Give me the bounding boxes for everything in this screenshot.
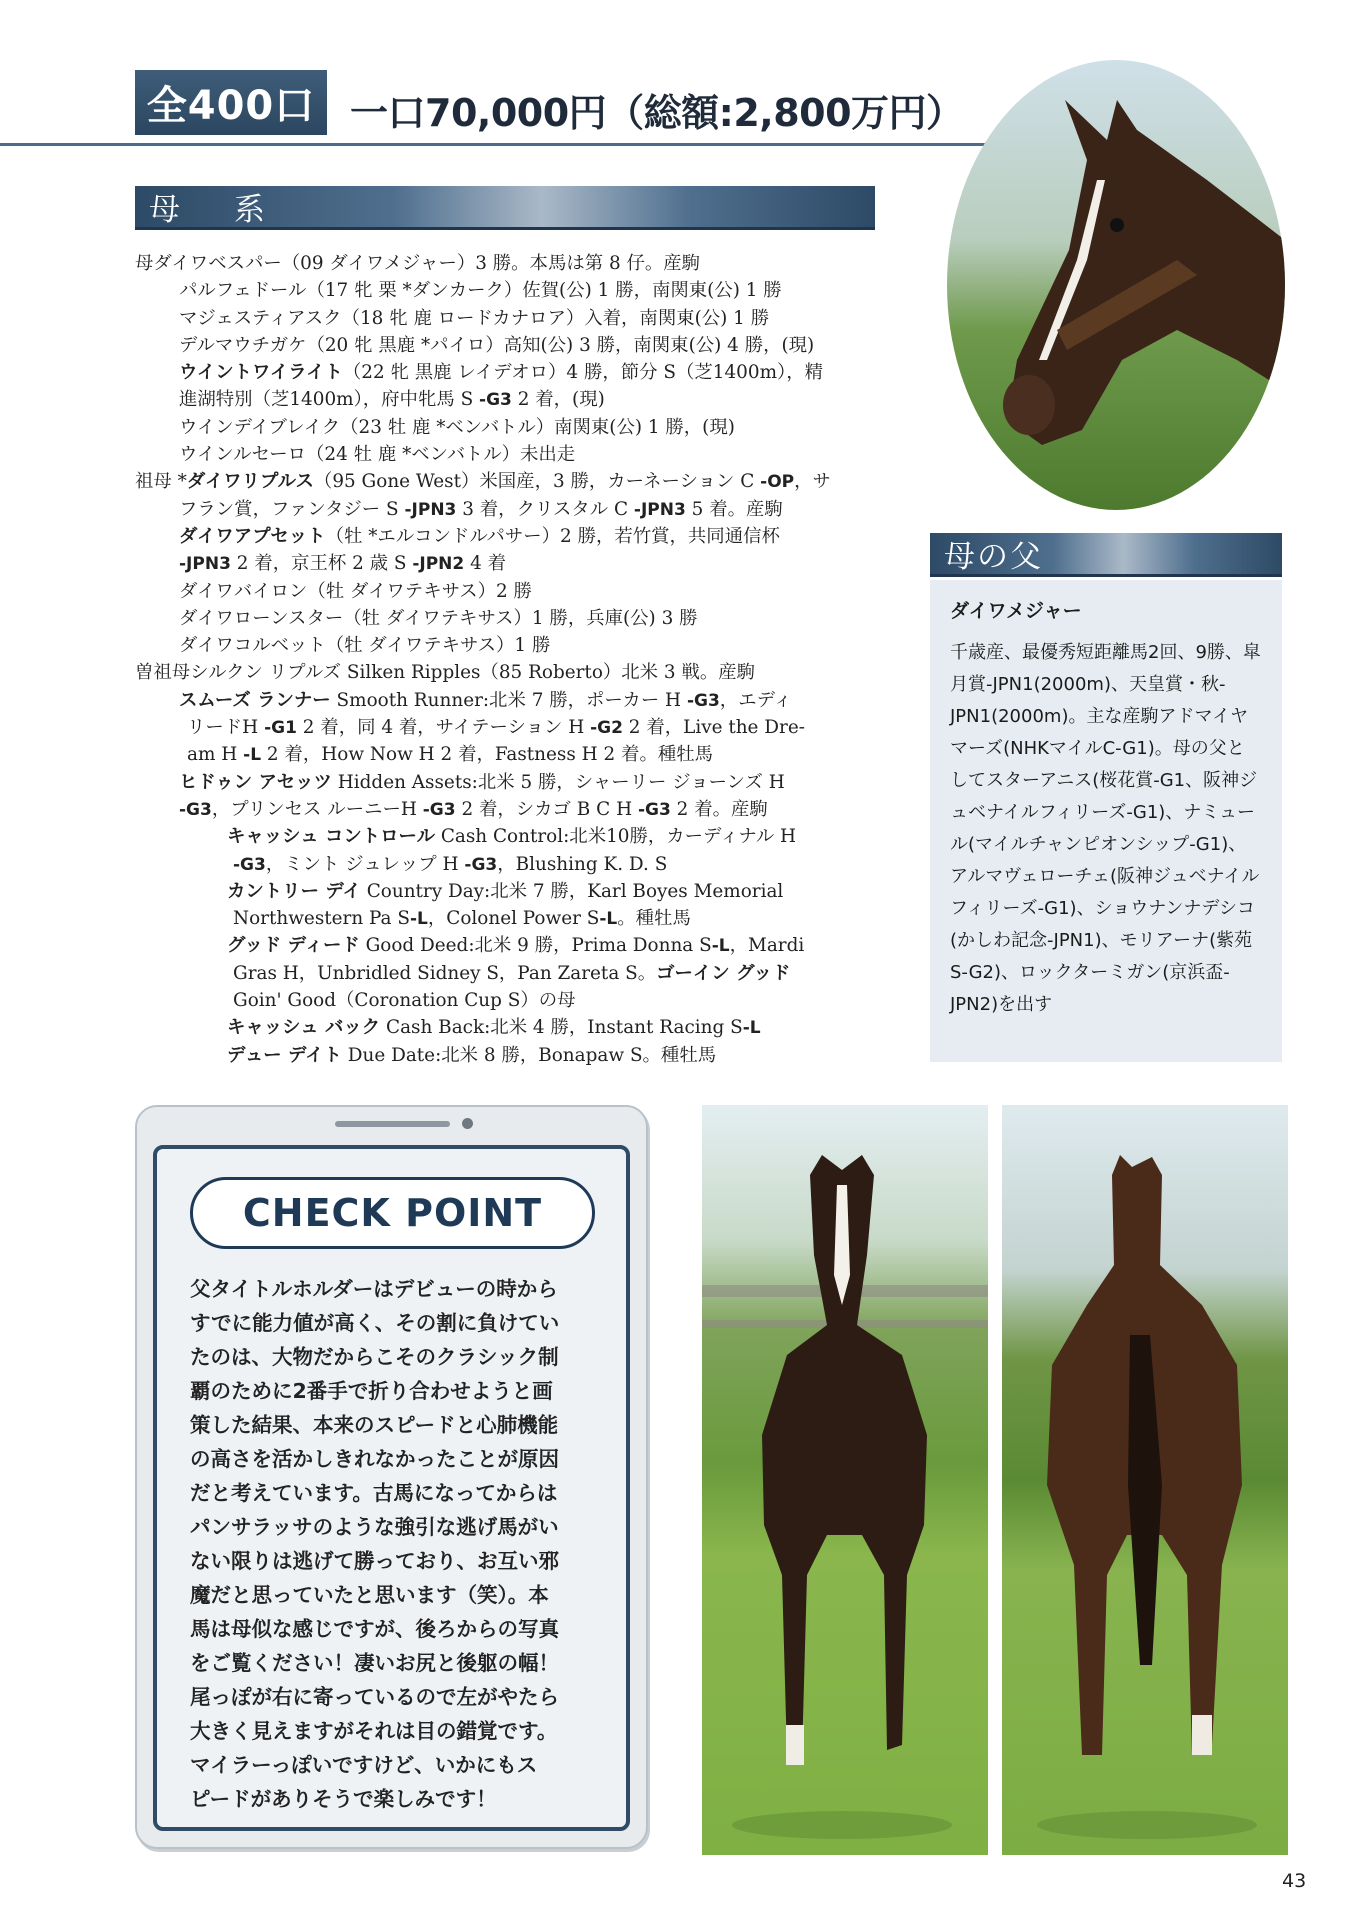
pedigree-text-run: ダイワコルベット（牡 ダイワテキサス）1 勝: [179, 635, 551, 657]
pedigree-text-run: マジェスティアスク（18 牝 鹿 ロードカナロア）入着，南関東(公) 1 勝: [179, 307, 770, 329]
pedigree-line: [135, 905, 880, 932]
pedigree-line: [135, 659, 880, 686]
pedigree-text-run: ，プリンセス ルーニーH: [211, 798, 423, 820]
pedigree-text-run: 2 着，How Now H 2 着，Fastness H 2 着。種牡馬: [261, 744, 714, 766]
grade-label: -OP: [760, 472, 795, 493]
check-point-line: たのは、大物だからこそのクラシック制: [190, 1345, 559, 1369]
pedigree-text-run: 2 着，シカゴ B C H: [455, 798, 638, 820]
check-point-line: 策した結果、本来のスピードと心肺機能: [190, 1413, 559, 1437]
horse-name: ゴーイン グッド: [656, 962, 791, 984]
header-rule: [0, 143, 990, 146]
pedigree-line: [135, 468, 880, 495]
pedigree-line: [135, 796, 880, 823]
grade-label: -L: [742, 1018, 761, 1039]
pedigree-line: [135, 305, 880, 332]
card-speaker-slot: [335, 1121, 450, 1127]
pedigree-text-run: Cash Back:北米 4 勝，Instant Racing S: [380, 1017, 743, 1039]
pedigree-text-run: 祖母 *: [135, 471, 187, 493]
horse-name: ダイワアプセット: [179, 525, 326, 547]
pedigree-line: [135, 687, 880, 714]
horse-rear-illustration: [1002, 1105, 1288, 1855]
horse-portrait-illustration: [947, 60, 1285, 510]
pedigree-line: [135, 578, 880, 605]
pedigree-text-run: ，ミント ジュレップ H: [265, 853, 465, 875]
pedigree-text-run: ウインルセーロ（24 牡 鹿 *ベンバトル）未出走: [179, 444, 576, 466]
pedigree-text-run: 2 着，同 4 着，サイテーション H: [296, 717, 591, 739]
pedigree-text-run: ，Mardi: [729, 935, 805, 957]
dam-sire-name: ダイワメジャー: [950, 600, 1082, 622]
pedigree-line: [135, 250, 880, 277]
lot-count-badge: 全400口: [135, 70, 327, 135]
grade-label: -L: [711, 936, 730, 957]
pedigree-line: [135, 878, 880, 905]
dam-sire-panel: [930, 580, 1282, 1062]
pedigree-line: [135, 714, 880, 741]
pedigree-text-run: 。種牡馬: [617, 908, 691, 930]
pedigree-text-run: Northwestern Pa S: [233, 908, 410, 930]
grade-label: -G3: [637, 799, 671, 820]
horse-name: デュー デイト: [227, 1044, 342, 1066]
horse-name: ウイントワイライト: [179, 362, 343, 384]
check-point-title: CHECK POINT: [190, 1177, 595, 1249]
pedigree-text-run: 母ダイワベスパー（09 ダイワメジャー）3 勝。本馬は第 8 仔。産駒: [135, 253, 701, 274]
grade-label: -G1: [264, 718, 297, 739]
check-point-line: マイラーっぽいですけど、いかにもス: [190, 1753, 538, 1777]
pedigree-line: [135, 823, 880, 850]
pedigree-text-run: am H: [187, 744, 244, 766]
grade-label: -G3: [422, 799, 456, 820]
check-point-line: ない限りは逃げて勝っており、お互い邪: [190, 1549, 559, 1573]
grade-label: -L: [409, 909, 428, 930]
grade-label: -JPN3: [404, 499, 457, 520]
check-point-body: [190, 1272, 610, 1816]
pedigree-text-run: Good Deed:北米 9 勝，Prima Donna S: [359, 935, 712, 957]
horse-name: ヒドゥン アセッツ: [179, 771, 332, 793]
pedigree-text-run: （95 Gone West）米国産，3 勝，カーネーション C: [313, 471, 761, 493]
pedigree-text-run: ダイワバイロン（牡 ダイワテキサス）2 勝: [179, 580, 532, 602]
grade-label: -G3: [179, 799, 212, 820]
pedigree-line: [135, 1042, 880, 1069]
check-point-line: 覇のために2番手で折り合わせようと画: [190, 1379, 553, 1403]
horse-name: ダイワリプルス: [186, 471, 314, 493]
card-camera-dot: [462, 1118, 473, 1129]
pedigree-text-run: 進湖特別（芝1400m），府中牝馬 S: [179, 389, 480, 411]
grade-label: -G3: [233, 854, 266, 875]
pedigree-text-run: （22 牝 黒鹿 レイデオロ）4 勝，節分 S（芝1400m），精: [342, 362, 823, 384]
check-point-line: ピードがありそうで楽しみです！: [190, 1787, 497, 1811]
pedigree-line: [135, 769, 880, 796]
horse-portrait-photo: [947, 60, 1285, 510]
grade-label: -JPN3: [633, 499, 686, 520]
horse-name: キャッシュ バック: [227, 1017, 381, 1039]
pedigree-text-run: リードH: [187, 717, 265, 739]
pedigree-text-run: 2 着，Live the Dre-: [622, 717, 805, 739]
check-point-line: だと考えています。古馬になってからは: [190, 1481, 558, 1505]
check-point-line: 父タイトルホルダーはデビューの時から: [190, 1277, 558, 1301]
pedigree-line: [135, 550, 880, 577]
pedigree-line: [135, 741, 880, 768]
pedigree-text-run: Goin' Good（Coronation Cup S）の母: [233, 990, 576, 1012]
pedigree-line: [135, 1014, 880, 1041]
pedigree-text-run: Gras H，Unbridled Sidney S，Pan Zareta S。: [233, 962, 657, 984]
pedigree-text-run: ウインデイブレイク（23 牡 鹿 *ベンバトル）南関東(公) 1 勝，(現): [179, 416, 735, 438]
pedigree-line: [135, 332, 880, 359]
grade-label: -JPN3: [179, 554, 231, 575]
pedigree-line: [135, 386, 880, 413]
grade-label: -L: [599, 909, 618, 930]
pedigree-text-run: ，Colonel Power S: [427, 908, 600, 930]
pedigree-text-run: ，エディ: [719, 689, 792, 711]
grade-label: -G3: [479, 390, 512, 411]
pedigree-text-run: 2 着。産駒: [670, 798, 768, 820]
pedigree-text-run: パルフェドール（17 牝 栗 *ダンカーク）佐賀(公) 1 勝，南関東(公) 1 勝: [179, 280, 782, 302]
pedigree-line: [135, 632, 880, 659]
pedigree-text-run: 5 着。産駒: [685, 498, 783, 520]
pedigree-text-run: （牡 *エルコンドルパサー）2 勝，若竹賞，共同通信杯: [325, 525, 780, 547]
pedigree-line: [135, 932, 880, 959]
page-number: 43: [1282, 1870, 1307, 1892]
check-point-line: パンサラッサのような強引な逃げ馬がい: [190, 1515, 559, 1539]
horse-name: グッド ディード: [227, 935, 360, 957]
pedigree-line: [135, 523, 880, 550]
check-point-line: 尾っぽが右に寄っているので左がやたら: [190, 1685, 559, 1709]
grade-label: -L: [243, 745, 262, 766]
pedigree-text-run: ，サ: [794, 471, 831, 493]
grade-label: -G3: [686, 690, 720, 711]
check-point-line: をご覧ください！凄いお尻と後躯の幅！: [190, 1651, 559, 1675]
horse-front-illustration: [702, 1105, 988, 1855]
pedigree-text-run: 3 着，クリスタル C: [456, 498, 634, 520]
horse-name: カントリー デイ: [227, 880, 361, 902]
horse-front-photo: [702, 1105, 988, 1855]
pedigree-line: [135, 851, 880, 878]
pedigree-line: [135, 277, 880, 304]
pedigree-text-run: フラン賞，ファンタジー S: [179, 498, 405, 520]
pedigree-text-run: 4 着: [464, 553, 507, 575]
check-point-line: 馬は母似な感じですが、後ろからの写真: [190, 1617, 559, 1641]
pedigree-text-run: Country Day:北米 7 勝，Karl Boyes Memorial: [360, 880, 784, 902]
check-point-line: 魔だと思っていたと思います（笑）。本: [190, 1583, 549, 1607]
share-price: 一口70,000円（総額:2,800万円）: [350, 91, 964, 135]
pedigree-text-run: 2 着，(現): [511, 389, 605, 411]
dam-sire-description: 千歳産、最優秀短距離馬2回、9勝、皐月賞-JPN1(2000m)、天皇賞・秋-JPN1(2000m)。主な産駒アドマイヤマーズ(NHKマイルC-G1)。母の父としてスターアニス(桜花賞-G1、阪神ジュベナイルフィリーズ-G1)、ナミュール(マイルチャンピオンシップ-G1)、アルマヴェローチェ(阪神ジュベナイルフィリーズ-G1)、ショウナンナデシコ(かしわ記念-JPN1)、モリアーナ(紫苑S-G2)、ロックターミガン(京浜盃-JPN2)を出す: [950, 642, 1261, 1015]
dam-sire-heading: 母の父: [930, 533, 1282, 577]
pedigree-line: [135, 960, 880, 987]
pedigree-text-run: Cash Control:北米10勝，カーディナル H: [434, 826, 797, 848]
pedigree-text-run: 曽祖母シルクン リプルズ Silken Ripples（85 Roberto）北米 3 戦。産駒: [135, 662, 756, 684]
pedigree-text-run: Hidden Assets:北米 5 勝，シャーリー ジョーンズ H: [331, 771, 785, 793]
pedigree-line: [135, 441, 880, 468]
pedigree-line: [135, 496, 880, 523]
horse-name: スムーズ ランナー: [179, 689, 331, 711]
horse-rear-photo: [1002, 1105, 1288, 1855]
pedigree-text-run: Due Date:北米 8 勝，Bonapaw S。種牡馬: [341, 1044, 717, 1066]
pedigree-text-run: Smooth Runner:北米 7 勝，ポーカー H: [330, 689, 687, 711]
pedigree-text-run: デルマウチガケ（20 牝 黒鹿 *パイロ）高知(公) 3 勝，南関東(公) 4 勝，(現): [179, 334, 815, 356]
check-point-line: すでに能力値が高く、その割に負けてい: [190, 1311, 560, 1335]
grade-label: -G3: [464, 854, 498, 875]
pedigree-line: [135, 987, 880, 1014]
pedigree-text: [135, 250, 880, 1069]
pedigree-text-run: 2 着，京王杯 2 歳 S: [230, 553, 413, 575]
horse-name: キャッシュ コントロール: [227, 826, 435, 848]
pedigree-line: [135, 359, 880, 386]
grade-label: -JPN2: [412, 554, 465, 575]
mother-line-heading: 母 系: [135, 186, 875, 230]
pedigree-line: [135, 605, 880, 632]
pedigree-text-run: ，Blushing K. D. S: [497, 853, 668, 875]
check-point-line: 大きく見えますがそれは目の錯覚です。: [190, 1719, 558, 1743]
grade-label: -G2: [590, 718, 623, 739]
check-point-line: の高さを活かしきれなかったことが原因: [190, 1447, 559, 1471]
pedigree-line: [135, 414, 880, 441]
pedigree-text-run: ダイワローンスター（牡 ダイワテキサス）1 勝，兵庫(公) 3 勝: [179, 607, 698, 629]
